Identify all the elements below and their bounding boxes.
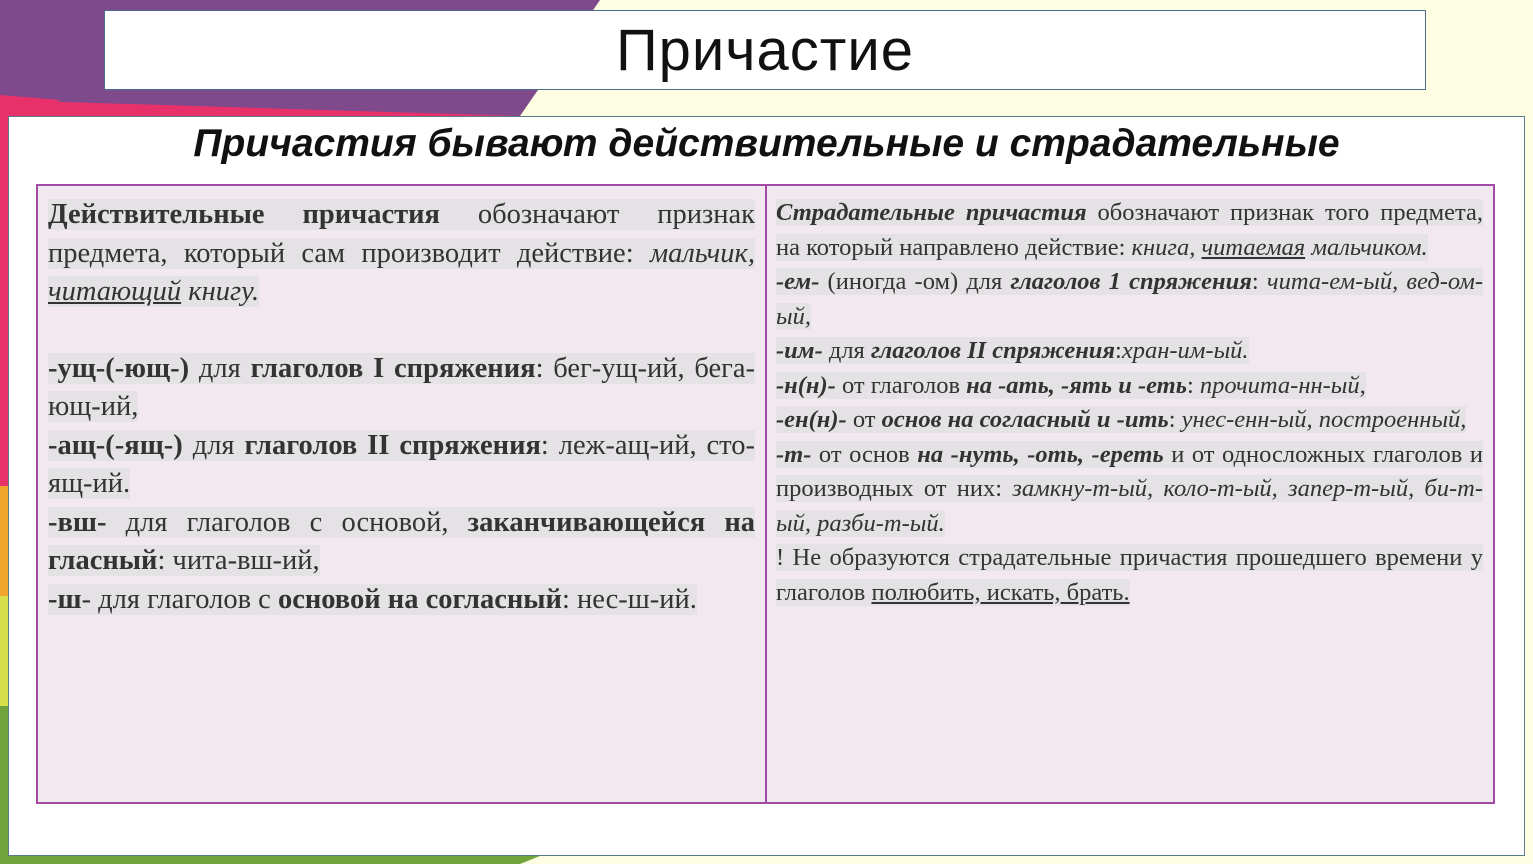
- note-verbs: полюбить, искать, брать.: [871, 578, 1130, 606]
- title-box: [104, 10, 1426, 90]
- rule-text: - для глаголов с: [81, 583, 278, 615]
- rule-examples: унес-енн-ый, построенный,: [1181, 406, 1467, 433]
- slide-subtitle: Причастия бывают действительные и страдательные: [193, 122, 1340, 165]
- rule-examples: замкну-т-ый, коло-т-ый, запер-т-ый, би-т-ый, разби-т-ый.: [776, 475, 1484, 537]
- note-text: ! Не образуются страдательные причастия прошедшего времени у глаголов: [776, 544, 1483, 606]
- rule-condition: на -нуть, -оть, -ереть: [917, 440, 1164, 468]
- suffix: -ущ-(-ющ-): [48, 352, 190, 384]
- passive-rule-5: [776, 438, 1483, 542]
- rule-condition: глаголов II спряжения: [244, 429, 541, 461]
- rule-text: от основ: [811, 440, 918, 468]
- active-rule-1: [48, 350, 755, 427]
- rule-text: для глаголов с основой,: [106, 506, 468, 538]
- passive-example-underlined: читаемая: [1201, 233, 1306, 261]
- rule-examples: : чита-вш-ий,: [157, 545, 320, 576]
- passive-example: книга,: [1131, 233, 1202, 261]
- active-intro: [48, 196, 755, 312]
- rule-condition: заканчивающейся на гласный: [48, 506, 755, 576]
- passive-rule-2: [776, 334, 1483, 369]
- rule-colon: :: [1186, 371, 1200, 399]
- active-rule-3: [48, 504, 755, 581]
- suffix: -ш: [48, 583, 82, 615]
- rule-text: от глаголов: [835, 371, 967, 399]
- rule-condition: основой на согласный: [277, 583, 562, 615]
- comparison-table: [36, 184, 1495, 804]
- rule-condition: основ на согласный и -ить: [881, 406, 1169, 433]
- rule-text-2: и от односложных глаголов и производных от них:: [776, 440, 1483, 502]
- passive-rule-4: [776, 403, 1483, 438]
- active-participles-column: [38, 186, 767, 802]
- rule-text: для: [189, 352, 251, 384]
- passive-intro: [776, 196, 1483, 265]
- rule-examples: чита-ем-ый, вед-ом-ый,: [776, 268, 1483, 330]
- rule-text: для: [182, 429, 245, 461]
- passive-intro-text: обозначают признак того предмета, на который направлено действие:: [776, 199, 1484, 261]
- active-term: Действительные причастия: [48, 199, 440, 230]
- passive-example-end: мальчиком.: [1305, 233, 1428, 261]
- suffix: -н(н)-: [776, 371, 836, 399]
- rule-colon: :: [1115, 337, 1122, 364]
- rule-examples: хран-им-ый.: [1121, 337, 1249, 364]
- rule-examples: : бег-ущ-ий, бега-ющ-ий,: [48, 352, 755, 422]
- rule-text: от: [846, 406, 882, 433]
- rule-condition: на -ать, -ять и -еть: [966, 371, 1187, 399]
- rule-condition: глаголов 1 спряжения: [1010, 268, 1252, 295]
- suffix: -ен(н)-: [776, 406, 847, 433]
- active-intro-text: обозначают признак предмета, который сам производит действие:: [48, 199, 755, 269]
- rule-colon: :: [1168, 406, 1182, 433]
- rule-condition: глаголов II спряжения: [870, 337, 1116, 364]
- rule-text: для: [822, 337, 871, 364]
- active-rule-2: [48, 427, 755, 504]
- suffix: -т-: [776, 440, 812, 468]
- suffix: -ащ-(-ящ-): [48, 429, 183, 461]
- passive-note: [776, 541, 1483, 610]
- passive-participles-column: [767, 186, 1493, 802]
- passive-rule-3: [776, 369, 1483, 404]
- rule-examples: прочита-нн-ый,: [1199, 371, 1366, 399]
- passive-rule-1: [776, 265, 1483, 334]
- active-rule-4: [48, 581, 755, 620]
- rule-text: (иногда -ом) для: [819, 268, 1011, 295]
- rule-examples: : нес-ш-ий.: [561, 583, 697, 615]
- active-example-end: книгу.: [181, 276, 260, 307]
- active-example: мальчик,: [649, 237, 755, 269]
- rule-colon: :: [1251, 268, 1267, 295]
- slide-title: Причастие: [615, 17, 915, 83]
- active-example-underlined: читающий: [48, 276, 182, 307]
- passive-term: Страдательные причастия: [776, 199, 1087, 226]
- rule-condition: глаголов I спряжения: [250, 352, 536, 384]
- rule-examples: : леж-ащ-ий, сто-ящ-ий.: [48, 429, 755, 499]
- suffix: -вш-: [48, 506, 107, 538]
- suffix: -им-: [776, 337, 823, 364]
- suffix: -ем-: [776, 268, 820, 295]
